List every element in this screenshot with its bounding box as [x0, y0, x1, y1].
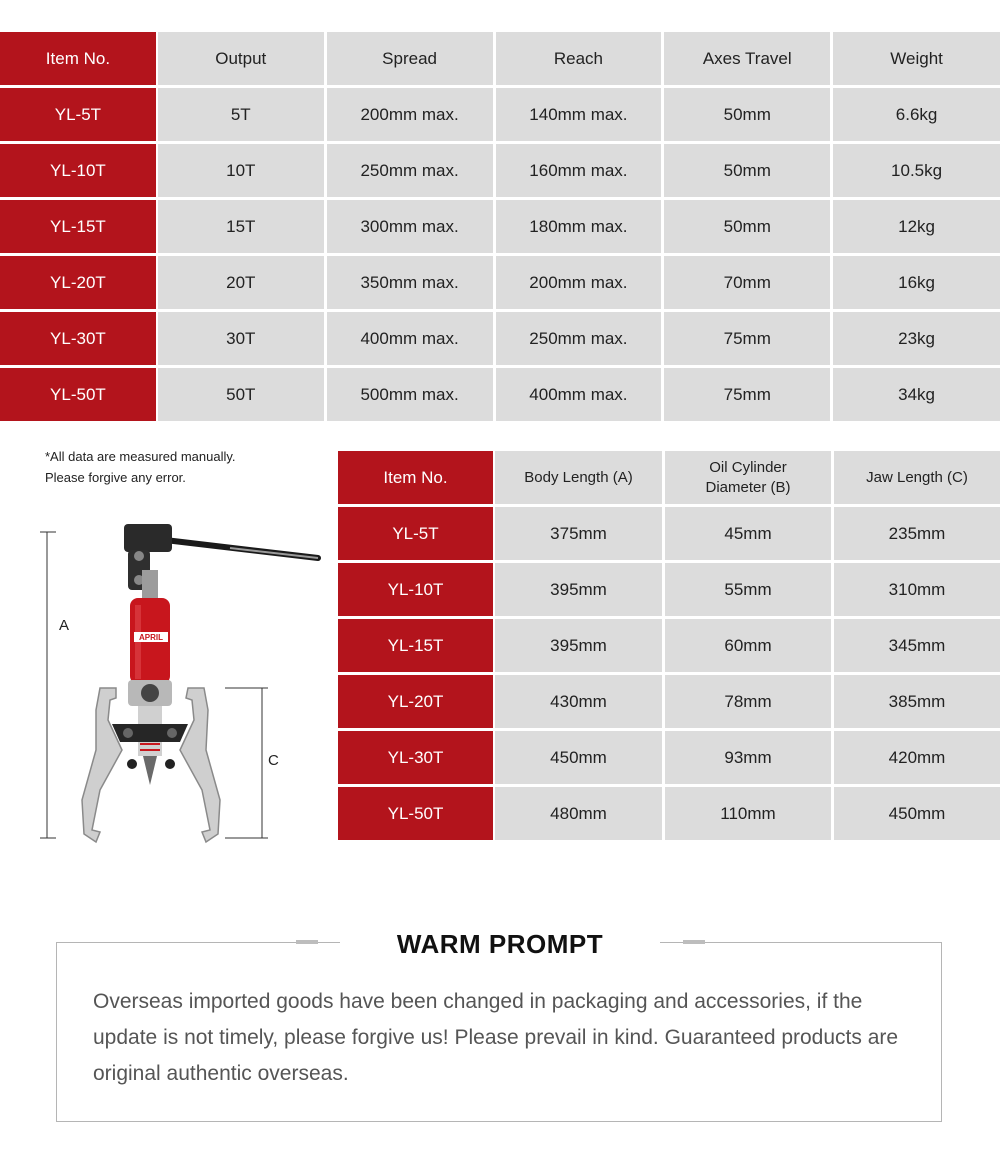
jaw-length-cell: 235mm [834, 507, 1000, 560]
note-line-1: *All data are measured manually. [45, 449, 236, 464]
table-row [0, 200, 1000, 253]
cylinder-diameter-cell: 110mm [665, 787, 831, 840]
right-jaw [180, 688, 220, 842]
table-row [338, 675, 1000, 728]
reach-cell: 140mm max. [496, 88, 662, 141]
item-no-cell: YL-5T [338, 507, 493, 560]
header-axes-travel: Axes Travel [664, 32, 830, 85]
item-no-cell: YL-50T [0, 368, 156, 421]
jaw-length-cell: 450mm [834, 787, 1000, 840]
table-row [0, 368, 1000, 421]
item-no-cell: YL-15T [0, 200, 156, 253]
header-oil-cylinder-diameter: Oil Cylinder Diameter (B) [665, 451, 831, 504]
axes-travel-cell: 50mm [664, 144, 830, 197]
axes-travel-cell: 75mm [664, 312, 830, 365]
body-length-cell: 395mm [495, 619, 662, 672]
table-row [0, 144, 1000, 197]
table-row [338, 731, 1000, 784]
axes-travel-cell: 70mm [664, 256, 830, 309]
weight-cell: 12kg [833, 200, 1000, 253]
item-no-cell: YL-20T [338, 675, 493, 728]
header-weight: Weight [833, 32, 1000, 85]
body-length-cell: 450mm [495, 731, 662, 784]
item-no-cell: YL-30T [338, 731, 493, 784]
reach-cell: 400mm max. [496, 368, 662, 421]
weight-cell: 10.5kg [833, 144, 1000, 197]
header-spread: Spread [327, 32, 493, 85]
table-row [0, 256, 1000, 309]
header-body-length: Body Length (A) [495, 451, 662, 504]
item-no-cell: YL-50T [338, 787, 493, 840]
dimension-table-header [338, 451, 1000, 504]
weight-cell: 6.6kg [833, 88, 1000, 141]
header-item-no: Item No. [0, 32, 156, 85]
reach-cell: 200mm max. [496, 256, 662, 309]
jaw-length-cell: 345mm [834, 619, 1000, 672]
table-row [0, 88, 1000, 141]
output-cell: 30T [158, 312, 324, 365]
dimension-label-a: A [59, 617, 70, 634]
header-reach: Reach [496, 32, 662, 85]
puller-illustration [0, 510, 330, 850]
note-line-2: Please forgive any error. [45, 470, 186, 485]
spread-cell: 400mm max. [327, 312, 493, 365]
spread-cell: 300mm max. [327, 200, 493, 253]
table-row [338, 563, 1000, 616]
output-cell: 50T [158, 368, 324, 421]
output-cell: 20T [158, 256, 324, 309]
item-no-cell: YL-10T [0, 144, 156, 197]
reach-cell: 160mm max. [496, 144, 662, 197]
cylinder-diameter-cell: 45mm [665, 507, 831, 560]
body-length-cell: 395mm [495, 563, 662, 616]
cylinder-diameter-cell: 60mm [665, 619, 831, 672]
puller-drawing [0, 510, 330, 850]
spec-table-header [0, 32, 1000, 85]
body-length-cell: 430mm [495, 675, 662, 728]
table-row [0, 312, 1000, 365]
left-jaw [82, 688, 122, 842]
axes-travel-cell: 75mm [664, 368, 830, 421]
body-length-cell: 480mm [495, 787, 662, 840]
warm-prompt-title: WARM PROMPT [340, 928, 660, 960]
item-no-cell: YL-20T [0, 256, 156, 309]
cylinder-diameter-cell: 55mm [665, 563, 831, 616]
table-row [338, 787, 1000, 840]
spread-cell: 200mm max. [327, 88, 493, 141]
weight-cell: 16kg [833, 256, 1000, 309]
item-no-cell: YL-5T [0, 88, 156, 141]
axes-travel-cell: 50mm [664, 88, 830, 141]
jaw-length-cell: 310mm [834, 563, 1000, 616]
spread-cell: 350mm max. [327, 256, 493, 309]
axes-travel-cell: 50mm [664, 200, 830, 253]
cylinder-diameter-cell: 78mm [665, 675, 831, 728]
item-no-cell: YL-10T [338, 563, 493, 616]
reach-cell: 250mm max. [496, 312, 662, 365]
cylinder-diameter-cell: 93mm [665, 731, 831, 784]
table-row [338, 619, 1000, 672]
dimension-label-c: C [268, 752, 279, 769]
header-output: Output [158, 32, 324, 85]
table-row [338, 507, 1000, 560]
weight-cell: 34kg [833, 368, 1000, 421]
output-cell: 15T [158, 200, 324, 253]
measurement-note [45, 446, 236, 488]
jaw-length-cell: 420mm [834, 731, 1000, 784]
warm-prompt-text: Overseas imported goods have been changed in packaging and accessories, if the update is not timely, please forgive us! Please prevail in kind. Guaranteed products are original authentic overseas. [93, 990, 899, 1085]
reach-cell: 180mm max. [496, 200, 662, 253]
spec-table [0, 32, 1000, 424]
output-cell: 10T [158, 144, 324, 197]
item-no-cell: YL-30T [0, 312, 156, 365]
jaw-length-cell: 385mm [834, 675, 1000, 728]
output-cell: 5T [158, 88, 324, 141]
weight-cell: 23kg [833, 312, 1000, 365]
body-length-cell: 375mm [495, 507, 662, 560]
header-item-no: Item No. [338, 451, 493, 504]
item-no-cell: YL-15T [338, 619, 493, 672]
spread-cell: 500mm max. [327, 368, 493, 421]
header-jaw-length: Jaw Length (C) [834, 451, 1000, 504]
brand-label: APRIL [139, 633, 163, 642]
dimension-table [338, 451, 1000, 843]
spread-cell: 250mm max. [327, 144, 493, 197]
